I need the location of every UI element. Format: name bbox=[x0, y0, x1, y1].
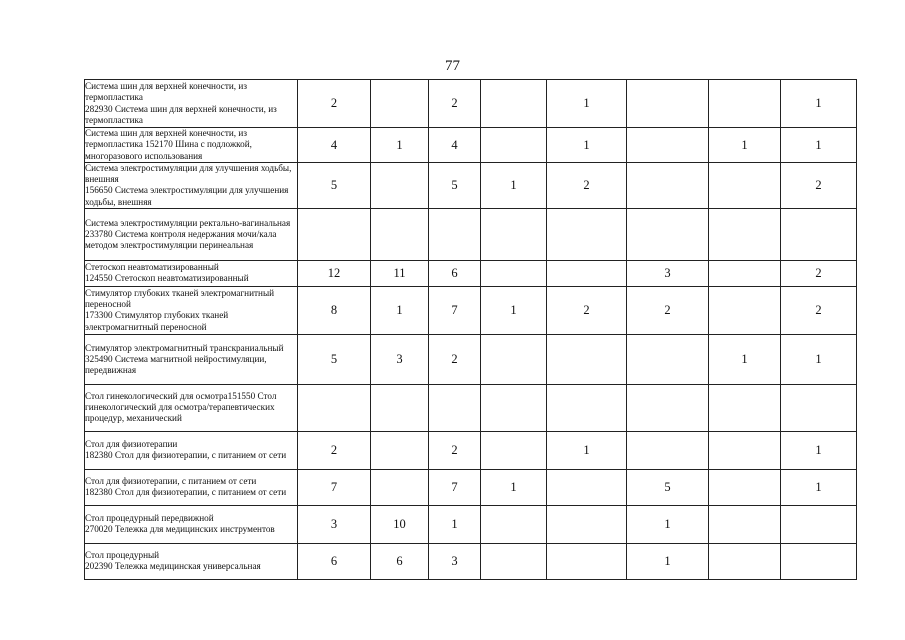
quantity-cell: 12 bbox=[298, 260, 371, 286]
quantity-cell: 7 bbox=[429, 469, 481, 505]
quantity-cell bbox=[781, 208, 857, 260]
quantity-cell bbox=[627, 208, 709, 260]
quantity-cell: 7 bbox=[429, 286, 481, 334]
quantity-cell: 1 bbox=[627, 505, 709, 543]
quantity-cell: 1 bbox=[709, 128, 781, 163]
quantity-cell bbox=[709, 286, 781, 334]
quantity-cell bbox=[547, 543, 627, 579]
quantity-cell bbox=[709, 505, 781, 543]
quantity-cell bbox=[547, 469, 627, 505]
quantity-cell: 5 bbox=[627, 469, 709, 505]
quantity-cell: 1 bbox=[781, 431, 857, 469]
quantity-cell: 2 bbox=[547, 286, 627, 334]
quantity-cell bbox=[481, 505, 547, 543]
quantity-cell bbox=[709, 80, 781, 128]
quantity-cell: 1 bbox=[481, 163, 547, 209]
item-description: Стол гинекологический для осмотра151550 Стол гинекологический для осмотра/терапевтических процедур, механический bbox=[85, 384, 298, 431]
quantity-cell: 1 bbox=[547, 80, 627, 128]
quantity-cell: 10 bbox=[371, 505, 429, 543]
quantity-cell: 1 bbox=[781, 128, 857, 163]
quantity-cell bbox=[627, 80, 709, 128]
item-description: Система электростимуляции для улучшения ходьбы, внешняя 156650 Система электростимуляции для улучшения ходьбы, внешняя bbox=[85, 163, 298, 209]
quantity-cell bbox=[627, 163, 709, 209]
quantity-cell bbox=[709, 543, 781, 579]
quantity-cell: 1 bbox=[371, 128, 429, 163]
quantity-cell: 3 bbox=[371, 334, 429, 384]
quantity-cell bbox=[481, 384, 547, 431]
item-description: Система электростимуляции ректально-вагинальная 233780 Система контроля недержания мочи/кала методом электростимуляции перинеальная bbox=[85, 208, 298, 260]
table-row bbox=[85, 128, 857, 163]
quantity-cell: 2 bbox=[298, 80, 371, 128]
page-number: 77 bbox=[445, 58, 460, 74]
quantity-cell bbox=[781, 543, 857, 579]
table-row bbox=[85, 334, 857, 384]
quantity-cell: 1 bbox=[781, 334, 857, 384]
quantity-cell bbox=[781, 384, 857, 431]
quantity-cell: 4 bbox=[298, 128, 371, 163]
quantity-cell: 2 bbox=[781, 286, 857, 334]
quantity-cell: 3 bbox=[298, 505, 371, 543]
item-description: Стол процедурный передвижной 270020 Тележка для медицинских инструментов bbox=[85, 505, 298, 543]
quantity-cell bbox=[481, 208, 547, 260]
quantity-cell: 2 bbox=[781, 163, 857, 209]
quantity-cell: 1 bbox=[547, 128, 627, 163]
quantity-cell bbox=[709, 469, 781, 505]
quantity-cell: 2 bbox=[547, 163, 627, 209]
item-description: Стимулятор глубоких тканей электромагнитный переносной 173300 Стимулятор глубоких тканей электромагнитный переносной bbox=[85, 286, 298, 334]
quantity-cell: 2 bbox=[627, 286, 709, 334]
table-row bbox=[85, 431, 857, 469]
quantity-cell bbox=[371, 163, 429, 209]
item-description: Стол для физиотерапии, с питанием от сети 182380 Стол для физиотерапии, с питанием от сети bbox=[85, 469, 298, 505]
quantity-cell: 4 bbox=[429, 128, 481, 163]
quantity-cell bbox=[627, 334, 709, 384]
quantity-cell bbox=[481, 543, 547, 579]
quantity-cell bbox=[481, 128, 547, 163]
quantity-cell: 1 bbox=[481, 469, 547, 505]
quantity-cell: 5 bbox=[298, 334, 371, 384]
quantity-cell: 2 bbox=[429, 80, 481, 128]
quantity-cell bbox=[298, 208, 371, 260]
table-row bbox=[85, 286, 857, 334]
quantity-cell bbox=[371, 208, 429, 260]
item-description: Стол для физиотерапии 182380 Стол для физиотерапии, с питанием от сети bbox=[85, 431, 298, 469]
quantity-cell bbox=[709, 431, 781, 469]
quantity-cell: 1 bbox=[781, 80, 857, 128]
table-row bbox=[85, 208, 857, 260]
quantity-cell: 1 bbox=[429, 505, 481, 543]
table-body bbox=[85, 80, 857, 580]
quantity-cell bbox=[371, 80, 429, 128]
quantity-cell bbox=[627, 128, 709, 163]
quantity-cell: 3 bbox=[627, 260, 709, 286]
quantity-cell: 7 bbox=[298, 469, 371, 505]
table-row bbox=[85, 505, 857, 543]
quantity-cell: 1 bbox=[627, 543, 709, 579]
quantity-cell: 1 bbox=[547, 431, 627, 469]
quantity-cell: 2 bbox=[298, 431, 371, 469]
quantity-cell: 6 bbox=[371, 543, 429, 579]
item-description: Стол процедурный 202390 Тележка медицинская универсальная bbox=[85, 543, 298, 579]
quantity-cell bbox=[709, 260, 781, 286]
table-row bbox=[85, 384, 857, 431]
table-row bbox=[85, 543, 857, 579]
quantity-cell: 1 bbox=[481, 286, 547, 334]
quantity-cell: 1 bbox=[709, 334, 781, 384]
quantity-cell bbox=[298, 384, 371, 431]
table-row bbox=[85, 260, 857, 286]
quantity-cell: 5 bbox=[298, 163, 371, 209]
quantity-cell bbox=[481, 260, 547, 286]
quantity-cell bbox=[627, 384, 709, 431]
quantity-cell bbox=[481, 80, 547, 128]
item-description: Стимулятор электромагнитный транскраниальный 325490 Система магнитной нейростимуляции, передвижная bbox=[85, 334, 298, 384]
quantity-cell bbox=[481, 431, 547, 469]
item-description: Стетоскоп неавтоматизированный 124550 Стетоскоп неавтоматизированный bbox=[85, 260, 298, 286]
equipment-table bbox=[84, 79, 857, 580]
quantity-cell bbox=[709, 208, 781, 260]
quantity-cell: 2 bbox=[429, 431, 481, 469]
quantity-cell: 8 bbox=[298, 286, 371, 334]
quantity-cell bbox=[627, 431, 709, 469]
quantity-cell bbox=[481, 334, 547, 384]
quantity-cell bbox=[547, 384, 627, 431]
quantity-cell: 11 bbox=[371, 260, 429, 286]
quantity-cell bbox=[371, 469, 429, 505]
quantity-cell bbox=[547, 334, 627, 384]
item-description: Система шин для верхней конечности, из термопластика 282930 Система шин для верхней конечности, из термопластика bbox=[85, 80, 298, 128]
quantity-cell bbox=[547, 208, 627, 260]
quantity-cell bbox=[709, 163, 781, 209]
quantity-cell: 3 bbox=[429, 543, 481, 579]
quantity-cell bbox=[371, 384, 429, 431]
quantity-cell bbox=[709, 384, 781, 431]
quantity-cell bbox=[371, 431, 429, 469]
quantity-cell: 5 bbox=[429, 163, 481, 209]
quantity-cell bbox=[429, 208, 481, 260]
table-row bbox=[85, 80, 857, 128]
quantity-cell bbox=[429, 384, 481, 431]
quantity-cell: 2 bbox=[781, 260, 857, 286]
quantity-cell bbox=[781, 505, 857, 543]
quantity-cell bbox=[547, 260, 627, 286]
quantity-cell: 2 bbox=[429, 334, 481, 384]
table-row bbox=[85, 469, 857, 505]
quantity-cell: 6 bbox=[298, 543, 371, 579]
table-row bbox=[85, 163, 857, 209]
item-description: Система шин для верхней конечности, из термопластика 152170 Шина с подложкой, многоразового использования bbox=[85, 128, 298, 163]
quantity-cell bbox=[547, 505, 627, 543]
quantity-cell: 6 bbox=[429, 260, 481, 286]
quantity-cell: 1 bbox=[371, 286, 429, 334]
quantity-cell: 1 bbox=[781, 469, 857, 505]
